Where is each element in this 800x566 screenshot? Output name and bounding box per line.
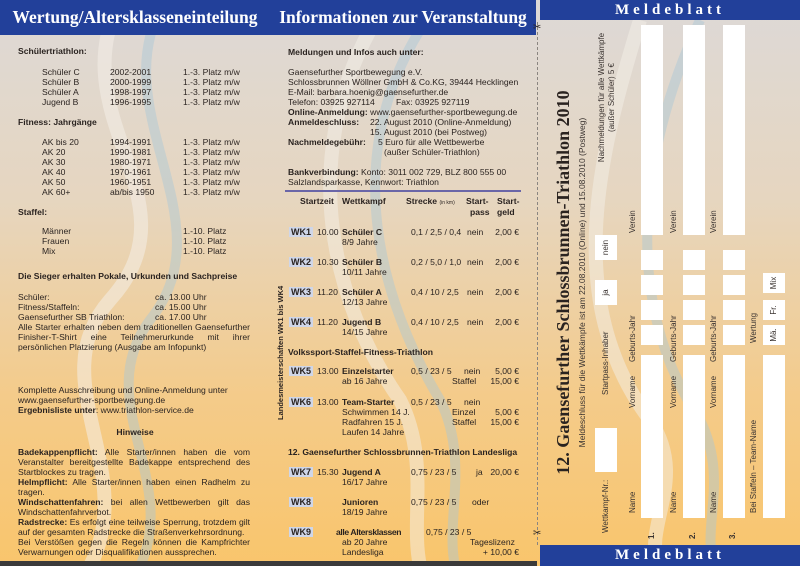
col-startgeld-2: geld xyxy=(497,207,515,217)
wk-id: WK1 xyxy=(291,227,311,237)
birth-year-digit[interactable] xyxy=(723,325,745,345)
hint-label: Helmpflicht: xyxy=(18,477,68,487)
hints-list xyxy=(18,447,250,557)
years: 2002-2001 xyxy=(110,67,152,77)
startpass: nein xyxy=(464,366,481,376)
geburtsjahr-label: Geburts-Jahr xyxy=(628,315,637,362)
start-time: 11.20 xyxy=(317,317,338,327)
wk-id: WK4 xyxy=(291,317,311,327)
wk-name: Schüler B xyxy=(342,257,383,267)
wk-name: Schüler C xyxy=(342,227,383,237)
hint-label: Badekappenpflicht: xyxy=(18,447,98,457)
wk-detail: Radfahren 15 J. xyxy=(342,417,404,427)
vorname-label: Vorname xyxy=(669,375,678,408)
wk-id: WK5 xyxy=(291,366,311,376)
deadline-post: 15. August 2010 (bei Postweg) xyxy=(370,127,488,137)
ceremony-time: ca. 17.00 Uhr xyxy=(155,312,207,322)
distance: 0,75 / 23 / 5 xyxy=(411,497,457,507)
wk-age: ab 20 Jahre xyxy=(342,537,388,547)
fax: Fax: 03925 927119 xyxy=(396,97,470,107)
verein-field[interactable] xyxy=(641,25,663,235)
wk-age: 10/11 Jahre xyxy=(342,267,387,277)
wk-detail: Landesliga xyxy=(342,547,384,557)
years: 1980-1971 xyxy=(110,157,152,167)
wk-age: ab 16 Jahre xyxy=(342,376,388,386)
class-name: Schüler B xyxy=(42,77,80,87)
hint-text: Es erfolgt eine teilweise Sperrung, trotzdem gilt auf der gesamten Radstrecke die Straßenverkehrsordnung. xyxy=(18,517,250,537)
ranking: 1.-3. Platz m/w xyxy=(183,147,240,157)
birth-year-digit[interactable] xyxy=(723,275,745,295)
distance: 0,5 / 23 / 5 xyxy=(411,397,452,407)
birth-year-digit[interactable] xyxy=(683,325,705,345)
wk-name: Einzelstarter xyxy=(342,366,394,376)
wk-name: alle Altersklassen xyxy=(336,527,402,537)
row-number: 3. xyxy=(728,532,737,539)
ranking: 1.-3. Platz m/w xyxy=(183,87,240,97)
startpass: nein xyxy=(467,257,484,267)
org-address: Schlossbrunnen Wöllner GmbH & Co.KG, 39444 Hecklingen xyxy=(288,77,519,87)
ranking: 1.-3. Platz m/w xyxy=(183,67,240,77)
verein-label: Verein xyxy=(709,210,718,233)
years: 1970-1961 xyxy=(110,167,152,177)
ranking: 1.-10. Platz xyxy=(183,226,227,236)
birth-year-digit[interactable] xyxy=(683,275,705,295)
form-subtitle: Meldeschluss für die Wettkämpfe ist am 22.08.2010 (Online) und 15.08.2010 (Postweg) xyxy=(577,117,587,448)
bank-details xyxy=(288,167,506,177)
wk-name: Jugend B xyxy=(342,317,382,327)
class-name: Schüler A xyxy=(42,87,79,97)
birth-year-digit[interactable] xyxy=(723,300,745,320)
results-label: Ergebnisliste unter xyxy=(18,405,96,415)
distance: 0,1 / 2,5 / 0,4 xyxy=(411,227,462,237)
startpass-label: Startpass-Inhaber xyxy=(601,331,610,395)
name-field[interactable] xyxy=(723,355,745,518)
years: 1990-1981 xyxy=(110,147,152,157)
ceremony-time: ca. 13.00 Uhr xyxy=(155,292,207,302)
late-fee-note: (außer Schüler-Triathlon) xyxy=(384,147,480,157)
verein-label: Verein xyxy=(669,210,678,233)
email[interactable]: E-Mail: barbara.hoenig@gaensefurther.de xyxy=(288,87,449,97)
verein-field[interactable] xyxy=(723,25,745,235)
years: 1998-1997 xyxy=(110,87,152,97)
single-fee: 5,00 € xyxy=(495,407,519,417)
distance: 0,2 / 5,0 / 1,0 xyxy=(411,257,462,267)
wk-id: WK2 xyxy=(291,257,311,267)
wk-name: Junioren xyxy=(342,497,379,507)
class-name: Jugend B xyxy=(42,97,79,107)
startpass: nein xyxy=(467,287,484,297)
prizes-note: Die Sieger erhalten Pokale, Urkunden und Sachpreise xyxy=(18,271,238,281)
col-startzeit: Startzeit xyxy=(300,196,334,206)
volkssport-heading: Volkssport-Staffel-Fitness-Triathlon xyxy=(288,347,433,357)
class-name: Frauen xyxy=(42,236,70,246)
start-time: 13.00 xyxy=(317,366,339,376)
schueler-heading: Schülertriathlon: xyxy=(18,46,87,56)
hint-item xyxy=(18,497,250,517)
start-time: 10.00 xyxy=(317,227,339,237)
wk-age: 12/13 Jahre xyxy=(342,297,388,307)
late-fee-note-1: Nachmeldungen für alle Wettkämpfe xyxy=(597,32,606,163)
class-name: AK bis 20 xyxy=(42,137,79,147)
start-time: 10.30 xyxy=(317,257,339,267)
wk-age: 8/9 Jahre xyxy=(342,237,378,247)
hint-label: Windschattenfahren: xyxy=(18,497,104,507)
ceremony-group: Schüler: xyxy=(18,292,50,302)
start-time: 11.20 xyxy=(317,287,338,297)
wk-age: 14/15 Jahre xyxy=(342,327,388,337)
deadline-online: 22. August 2010 (Online-Anmeldung) xyxy=(370,117,512,127)
wk-name: Schüler A xyxy=(342,287,382,297)
wettkampf-nr-label: Wettkampf-Nr.: xyxy=(601,479,610,533)
single-label: Einzel xyxy=(452,407,476,417)
results-line xyxy=(18,405,194,415)
hint-text: Alle Starter/innen haben einen Radhelm zu tragen. xyxy=(18,477,250,497)
hints-title: Hinweise xyxy=(116,427,154,437)
wk-id: WK3 xyxy=(291,287,311,297)
class-name: AK 30 xyxy=(42,157,66,167)
class-name: AK 20 xyxy=(42,147,66,157)
form-title: 12. Gaensefurther Schlossbrunnen-Triathlon 2010 xyxy=(553,90,573,475)
birth-year-digit[interactable] xyxy=(683,250,705,270)
hint-item xyxy=(18,517,250,537)
verein-label: Verein xyxy=(628,210,637,233)
ranking: 1.-3. Platz m/w xyxy=(183,187,240,197)
scissors-icon: ✂ xyxy=(533,22,542,33)
org-name: Gaensefurther Sportbewegung e.V. xyxy=(288,67,423,77)
vorname-label: Vorname xyxy=(709,375,718,408)
wertung-mix-checkbox[interactable]: Mix xyxy=(763,273,785,293)
wk-id: WK8 xyxy=(291,497,311,507)
middle-panel-title: Informationen zur Veranstaltung xyxy=(270,0,536,35)
hint-text: Bei Verstößen gegen die Regeln können die Kampfrichter Verwarnungen oder Disqualifikationen aussprechen. xyxy=(18,537,250,557)
hint-text: Alle Starter/innen haben die vom Veranstalter bereitgestellte Badekappe entsprechend des Startblockes zu tragen. xyxy=(18,447,250,477)
col-startpass-2: pass xyxy=(470,207,490,217)
class-name: AK 40 xyxy=(42,167,66,177)
hint-label: Radstrecke: xyxy=(18,517,68,527)
info-heading: Meldungen und Infos auch unter: xyxy=(288,47,424,57)
startpass: nein xyxy=(464,397,481,407)
col-strecke-label: Strecke xyxy=(406,196,438,206)
phone: Telefon: 03925 927114 xyxy=(288,97,375,107)
online-label: Online-Anmeldung: xyxy=(288,107,368,117)
birth-year-digit[interactable] xyxy=(683,300,705,320)
birth-year-digit[interactable] xyxy=(641,325,663,345)
landesliga-heading: 12. Gaensefurther Schlossbrunnen-Triathlon Landesliga xyxy=(288,447,518,457)
distance: 0,5 / 23 / 5 xyxy=(411,366,452,376)
distance: 0,75 / 23 / 5 xyxy=(411,467,457,477)
ranking: 1.-3. Platz m/w xyxy=(183,157,240,167)
wertung-label: Wertung xyxy=(749,312,758,343)
class-name: AK 60+ xyxy=(42,187,71,197)
ranking: 1.-3. Platz m/w xyxy=(183,97,240,107)
wk-age: 16/17 Jahre xyxy=(342,477,388,487)
col-strecke xyxy=(406,196,455,206)
name-field[interactable] xyxy=(641,355,663,518)
ceremony-group: Gaensefurther SB Triathlon: xyxy=(18,312,125,322)
geburtsjahr-label: Geburts-Jahr xyxy=(709,315,718,362)
start-time: 15.30 xyxy=(317,467,339,477)
wk-age: 18/19 Jahre xyxy=(342,507,388,517)
vorname-label: Vorname xyxy=(628,375,637,408)
bank-name: Salzlandsparkasse, Kennwort: Triathlon xyxy=(288,177,439,187)
ranking: 1.-3. Platz m/w xyxy=(183,177,240,187)
name-field[interactable] xyxy=(683,355,705,518)
fee: 20,00 € xyxy=(490,467,519,477)
bottom-bar xyxy=(0,561,537,566)
fee: 2,00 € xyxy=(495,287,519,297)
ranking: 1.-10. Platz xyxy=(183,246,227,256)
class-name: AK 50 xyxy=(42,177,66,187)
startpass: Tageslizenz xyxy=(470,537,515,547)
late-fee-note-2: (außer Schüler) 5 € xyxy=(607,63,616,132)
years: 1994-1991 xyxy=(110,137,152,147)
ranking: 1.-3. Platz m/w xyxy=(183,77,240,87)
years: 1960-1951 xyxy=(110,177,152,187)
start-time: 13.00 xyxy=(317,397,339,407)
online-registration xyxy=(288,107,517,117)
wertung-maenner-checkbox[interactable]: Mä. xyxy=(763,325,785,345)
row-number: 1. xyxy=(647,532,656,539)
relay-label: Staffel xyxy=(452,417,477,427)
startpass: nein xyxy=(467,317,484,327)
wk-detail: Schwimmen 14 J. xyxy=(342,407,410,417)
fee: 2,00 € xyxy=(495,317,519,327)
row-number: 2. xyxy=(688,532,697,539)
finisher-note: Alle Starter erhalten neben dem traditionellen Gaensefurther Finisher-T-Shirt eine Teilnehmerurkunde mit ihrer persönlichen Platzierung (Ausgabe am Infopunkt) xyxy=(18,322,250,352)
years: 1996-1995 xyxy=(110,97,152,107)
wk-name: Team-Starter xyxy=(342,397,395,407)
birth-year-digit[interactable] xyxy=(723,250,745,270)
startpass-nein-checkbox[interactable]: nein xyxy=(595,235,617,260)
deadline-label: Anmeldeschluss: xyxy=(288,117,360,127)
hint-item xyxy=(18,537,250,557)
col-startpass: Start- xyxy=(466,196,489,206)
wertung-frauen-checkbox[interactable]: Fr. xyxy=(763,300,785,320)
staffel-heading: Staffel: xyxy=(18,207,48,217)
bank-label: Bankverbindung: xyxy=(288,167,359,177)
birth-year-digit[interactable] xyxy=(641,250,663,270)
geburtsjahr-label: Geburts-Jahr xyxy=(669,315,678,362)
name-label: Name xyxy=(709,491,718,513)
verein-field[interactable] xyxy=(683,25,705,235)
ranking: 1.-10. Platz xyxy=(183,236,227,246)
ranking: 1.-3. Platz m/w xyxy=(183,137,240,147)
fee: 2,00 € xyxy=(495,257,519,267)
late-fee-label: Nachmeldegebühr: xyxy=(288,137,366,147)
startpass: nein xyxy=(467,227,484,237)
ceremony-time: ca. 15.00 Uhr xyxy=(155,302,207,312)
championship-side-label: Landesmeisterschaften WK1 bis WK4 xyxy=(276,285,285,420)
birth-year-digit[interactable] xyxy=(641,300,663,320)
fee: 5,00 € xyxy=(495,366,519,376)
form-header: Meldeblatt xyxy=(540,0,800,20)
wk-id: WK6 xyxy=(291,397,311,407)
class-name: Männer xyxy=(42,226,72,236)
years: 2000-1999 xyxy=(110,77,152,87)
col-wettkampf: Wettkampf xyxy=(342,196,386,206)
col-strecke-unit: (in km) xyxy=(439,200,455,206)
left-panel-title: Wertung/Altersklasseneinteilung xyxy=(0,0,270,35)
registration-form xyxy=(537,20,800,545)
hint-item xyxy=(18,477,250,497)
wk-detail: Laufen 14 Jahre xyxy=(342,427,405,437)
wk-id: WK7 xyxy=(291,467,311,477)
ranking: 1.-3. Platz m/w xyxy=(183,167,240,177)
website-link[interactable]: www.gaensefurther-sportbewegung.de xyxy=(18,395,166,405)
results-link[interactable]: : www.triathlon-service.de xyxy=(95,405,194,415)
wk-name: Jugend A xyxy=(342,467,381,477)
name-label: Name xyxy=(628,491,637,513)
wettkampf-nr-field[interactable] xyxy=(595,428,617,472)
col-startgeld: Start- xyxy=(497,196,520,206)
relay-label: Staffel xyxy=(452,376,477,386)
bank-account: Konto: 3011 002 729, BLZ 800 555 00 xyxy=(358,167,507,177)
form-footer: Meldeblatt xyxy=(540,545,800,566)
wk-id: WK9 xyxy=(291,527,311,537)
late-fee: 5 Euro für alle Wettbewerbe xyxy=(378,137,485,147)
distance: 0,75 / 23 / 5 xyxy=(426,527,472,537)
fee: + 10,00 € xyxy=(482,547,519,557)
distance: 0,4 / 10 / 2,5 xyxy=(411,317,459,327)
scissors-icon: ✂ xyxy=(533,528,542,539)
name-label: Name xyxy=(669,491,678,513)
divider xyxy=(285,190,521,192)
online-link[interactable]: www.gaensefurther-sportbewegung.de xyxy=(367,107,518,117)
team-name-field[interactable] xyxy=(763,355,785,518)
complete-info: Komplette Ausschreibung und Online-Anmeldung unter xyxy=(18,385,228,395)
class-name: Mix xyxy=(42,246,56,256)
startpass-ja-checkbox[interactable]: ja xyxy=(595,280,617,305)
startpass: oder xyxy=(472,497,490,507)
team-name-label: Bei Staffeln – Team-Name xyxy=(749,419,758,513)
hint-item xyxy=(18,447,250,477)
hint-text: bei allen Wettbewerben gilt das Windschattenfahrverbot. xyxy=(18,497,250,517)
fitness-heading: Fitness: Jahrgänge xyxy=(18,117,97,127)
class-name: Schüler C xyxy=(42,67,80,77)
distance: 0,4 / 10 / 2,5 xyxy=(411,287,459,297)
relay-fee: 15,00 € xyxy=(490,417,519,427)
fee: 2,00 € xyxy=(495,227,519,237)
birth-year-digit[interactable] xyxy=(641,275,663,295)
years: ab/bis 1950 xyxy=(110,187,155,197)
relay-fee: 15,00 € xyxy=(490,376,519,386)
startpass: ja xyxy=(476,467,483,477)
ceremony-group: Fitness/Staffeln: xyxy=(18,302,80,312)
